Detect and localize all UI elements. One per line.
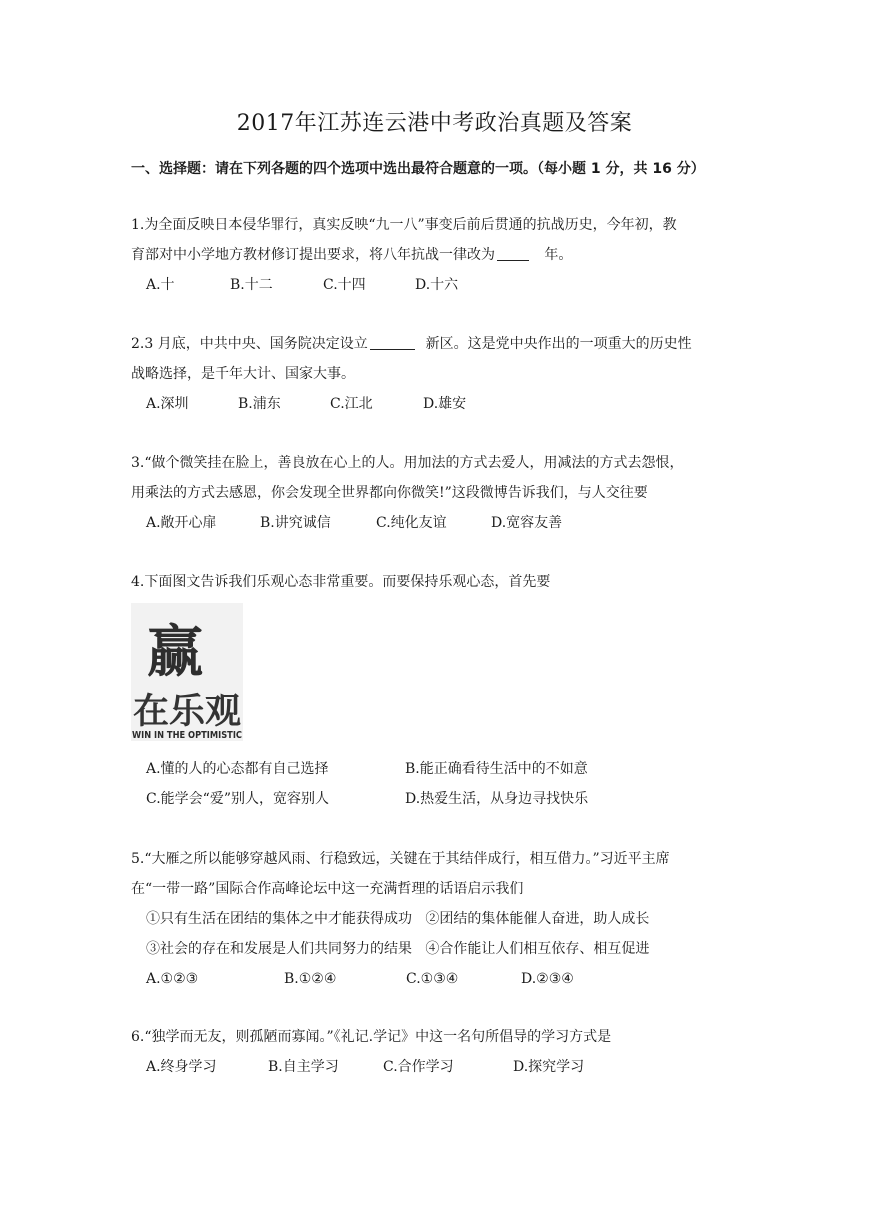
- question-5: [131, 844, 741, 994]
- q6-option-b: B.自主学习: [268, 1059, 339, 1075]
- q1-options: [131, 270, 741, 300]
- q5-statements-row-1: [131, 904, 741, 934]
- q5-option-b: B.①②④: [284, 971, 337, 987]
- question-2: [131, 329, 741, 419]
- q2-option-c: C.江北: [330, 396, 373, 412]
- q5-statement-1: ①只有生活在团结的集体之中才能获得成功: [146, 911, 412, 927]
- q5-stem-line-1: 5.“大雁之所以能够穿越风雨、行稳致远，关键在于其结伴成行，相互借力。”习近平主席: [131, 851, 670, 867]
- q6-options: [131, 1052, 741, 1082]
- q3-option-b: B.讲究诚信: [260, 515, 331, 531]
- question-1: [131, 210, 741, 300]
- q5-statements-row-2: [131, 934, 741, 964]
- q5-stem-line-2: 在“一带一路”国际合作高峰论坛中这一充满哲理的话语启示我们: [131, 881, 524, 897]
- q1-option-a: A.十: [146, 277, 175, 293]
- q2-stem-line-2: 战略选择，是千年大计、国家大事。: [131, 366, 355, 382]
- question-6: [131, 1022, 741, 1082]
- q2-option-b: B.浦东: [238, 396, 281, 412]
- q5-option-c: C.①③④: [406, 971, 459, 987]
- q5-options: [131, 964, 741, 994]
- question-4: [131, 567, 741, 597]
- q3-option-a: A.敞开心扉: [146, 515, 217, 531]
- q3-stem-line-1: 3.“做个微笑挂在脸上，善良放在心上的人。用加法的方式去爱人，用减法的方式去怨恨，: [131, 455, 684, 471]
- q4-option-b: B.能正确看待生活中的不如意: [405, 761, 588, 777]
- q2-option-d: D.雄安: [423, 396, 467, 412]
- q1-stem-line-2-pre: 育部对中小学地方教材修订提出要求，将八年抗战一律改为: [131, 247, 495, 263]
- q4-option-d: D.热爱生活，从身边寻找快乐: [405, 791, 589, 807]
- q4-options: [146, 754, 746, 814]
- q5-statement-4: ④合作能让人们相互依存、相互促进: [425, 941, 650, 957]
- q3-options: [131, 508, 741, 538]
- q5-option-d: D.②③④: [521, 971, 574, 987]
- q6-option-c: C.合作学习: [383, 1059, 454, 1075]
- q4-stem-line-1: 4.下面图文告诉我们乐观心态非常重要。而要保持乐观心态，首先要: [131, 574, 551, 590]
- q4-option-a: A.懂的人的心态都有自己选择: [146, 761, 329, 777]
- section-heading: 一、选择题：请在下列各题的四个选项中选出最符合题意的一项。（每小题 1 分，共 16 分）: [131, 161, 705, 177]
- q1-option-d: D.十六: [415, 277, 459, 293]
- q6-option-d: D.探究学习: [513, 1059, 585, 1075]
- q2-stem-line-1-pre: 2.3 月底，中共中央、国务院决定设立: [131, 336, 368, 352]
- q2-options: [131, 389, 741, 419]
- q2-answer-blank: [370, 335, 415, 350]
- q1-option-b: B.十二: [230, 277, 273, 293]
- q3-option-c: C.纯化友谊: [376, 515, 447, 531]
- q1-stem-line-2-post: 年。: [544, 247, 573, 263]
- q2-stem-line-1-post: 新区。这是党中央作出的一项重大的历史性: [425, 336, 692, 352]
- poster-main-text: 在乐观: [133, 692, 241, 732]
- q1-stem-line-1: 1.为全面反映日本侵华罪行，真实反映“九一八”事变后前后贯通的抗战历史，今年初，教: [131, 217, 677, 233]
- q5-option-a: A.①②③: [146, 971, 199, 987]
- optimism-poster-image: [131, 603, 243, 741]
- q4-option-c: C.能学会“爱”别人，宽容别人: [146, 791, 329, 807]
- q5-statement-3: ③社会的存在和发展是人们共同努力的结果: [146, 941, 412, 957]
- question-3: [131, 448, 741, 538]
- q3-option-d: D.宽容友善: [491, 515, 563, 531]
- q6-option-a: A.终身学习: [146, 1059, 217, 1075]
- q2-option-a: A.深圳: [146, 396, 189, 412]
- poster-top-character: 赢: [147, 620, 203, 685]
- poster-english-text: WIN IN THE OPTIMISTIC: [132, 730, 243, 741]
- q6-stem-line-1: 6.“独学而无友，则孤陋而寡闻。”《礼记.学记》中这一名句所倡导的学习方式是: [131, 1029, 612, 1045]
- q1-answer-blank: [497, 246, 529, 261]
- q1-stem-line-2: [131, 240, 741, 270]
- q2-stem-line-1: [131, 329, 741, 359]
- q1-option-c: C.十四: [323, 277, 366, 293]
- q3-stem-line-2: 用乘法的方式去感恩，你会发现全世界都向你微笑!”这段微博告诉我们，与人交往要: [131, 485, 648, 501]
- q5-statement-2: ②团结的集体能催人奋进，助人成长: [425, 911, 650, 927]
- page-title: 2017年江苏连云港中考政治真题及答案: [236, 111, 633, 136]
